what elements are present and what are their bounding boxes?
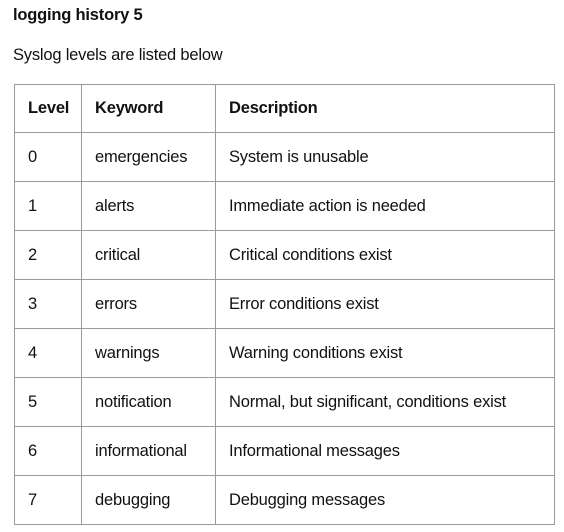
level-cell: 5 [15,378,82,427]
table-row [15,329,555,378]
keyword-cell: warnings [82,329,216,378]
page-subheading: Syslog levels are listed below [13,46,223,64]
level-cell: 6 [15,427,82,476]
keyword-cell: informational [82,427,216,476]
keyword-cell: alerts [82,182,216,231]
level-cell: 7 [15,476,82,525]
description-cell: Debugging messages [216,476,555,525]
header-level: Level [15,85,82,133]
table-row [15,427,555,476]
level-cell: 1 [15,182,82,231]
table-row [15,378,555,427]
keyword-cell: emergencies [82,133,216,182]
table-row [15,280,555,329]
syslog-levels-table [14,84,555,525]
description-cell: Normal, but significant, conditions exist [216,378,555,427]
level-cell: 0 [15,133,82,182]
header-keyword: Keyword [82,85,216,133]
description-cell: Critical conditions exist [216,231,555,280]
description-cell: Warning conditions exist [216,329,555,378]
keyword-cell: critical [82,231,216,280]
table-row [15,231,555,280]
level-cell: 4 [15,329,82,378]
description-cell: Error conditions exist [216,280,555,329]
table-row [15,133,555,182]
description-cell: System is unusable [216,133,555,182]
page-heading: logging history 5 [13,6,143,24]
description-cell: Informational messages [216,427,555,476]
level-cell: 2 [15,231,82,280]
table-row [15,182,555,231]
keyword-cell: notification [82,378,216,427]
table-row [15,476,555,525]
level-cell: 3 [15,280,82,329]
table-header-row [15,85,555,133]
header-description: Description [216,85,555,133]
keyword-cell: debugging [82,476,216,525]
description-cell: Immediate action is needed [216,182,555,231]
keyword-cell: errors [82,280,216,329]
